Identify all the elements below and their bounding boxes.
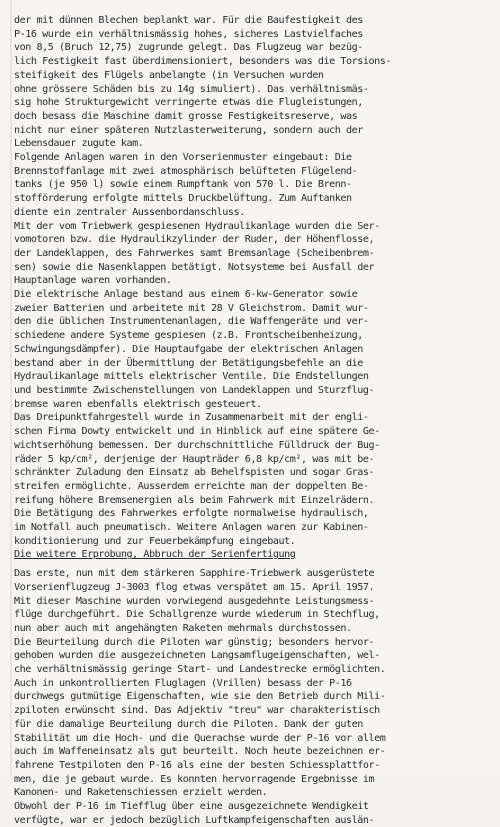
text-line: Hydraulikanlage mittels elektrischer Ventile. Die Endstellungen: [14, 371, 369, 383]
text-line: sen) sowie die Nasenklappen betätigt. Notsysteme bei Ausfall der: [14, 261, 375, 273]
text-line: Vorserienflugzeug J-3003 flog etwas verspätet am 15. April 1957.: [14, 581, 375, 593]
text-line: Die elektrische Anlage bestand aus einem 6-kw-Generator sowie: [14, 289, 358, 301]
text-line: flüge durchgeführt. Die Schallgrenze wurde wiederum in Stechflug,: [14, 609, 380, 621]
text-line: doch besass die Maschine damit grosse Festigkeitsreserve, was: [14, 110, 358, 122]
text-line: nun aber auch mit angehängten Raketen mehrmals durchstossen.: [14, 622, 352, 634]
text-line: Die Betätigung des Fahrwerkes erfolgte normalweise hydraulisch,: [14, 508, 369, 520]
text-line: Lebensdauer zugute kam.: [14, 138, 144, 150]
text-line: verfügte, war er jedoch bezüglich Luftkampfeigenschaften auslän-: [14, 814, 375, 826]
text-line: Das Dreipunktfahrgestell wurde in Zusammenarbeit mit der engli-: [14, 412, 369, 424]
text-line: Das erste, nun mit dem stärkeren Sapphire-Triebwerk ausgerüstete: [14, 568, 375, 580]
text-line: Hauptanlage waren vorhanden.: [14, 275, 172, 287]
text-line: men, die je gebaut wurde. Es konnten hervorragende Ergebnisse im: [14, 773, 375, 785]
text-line: Mit der vom Triebwerk gespiesenen Hydraulikanlage wurden die Ser-: [14, 220, 380, 232]
text-line: gehoben wurden die ausgezeichneten Langsamflugeigenschaften, wel-: [14, 650, 380, 662]
text-line: vomotoren bzw. die Hydraulikzylinder der Ruder, der Höhenflosse,: [14, 234, 375, 246]
text-line: stofförderung erfolgte mittels Druckbelüftung. Zum Auftanken: [14, 193, 352, 205]
text-line: durchwegs gutmütige Eigenschaften, wie sie den Betrieb durch Mili-: [14, 691, 386, 703]
text-line: Auch in unkontrollierten Fluglagen (Vrillen) besass der P-16: [14, 677, 352, 689]
text-line: schen Firma Dowty entwickelt und in Hinblick auf eine spätere Ge-: [14, 426, 380, 438]
text-line: im Notfall auch pneumatisch. Weitere Anlagen waren zur Kabinen-: [14, 522, 369, 534]
text-line: diente ein zentraler Aussenbordanschluss.: [14, 206, 245, 218]
text-line: nicht nur einer späteren Nutzlasterweiterung, sondern auch der: [14, 124, 363, 136]
text-line: schränkter Zuladung den Einsatz ab Behelfspisten und sogar Gras-: [14, 467, 375, 479]
text-line: auch im Waffeneinsatz als gut beurteilt. Noch heute bezeichnen er-: [14, 746, 386, 758]
section-heading: Die weitere Erprobung, Abbruch der Serienfertigung: [14, 549, 296, 561]
text-line: Schwingungsdämpfer). Die Hauptaufgabe der elektrischen Anlagen: [14, 343, 363, 355]
text-line: Brennstoffanlage mit zwei atmosphärisch belüfteten Flügelend-: [14, 165, 358, 177]
text-line: Mit dieser Maschine wurden vorwiegend ausgedehnte Leistungsmess-: [14, 595, 375, 607]
text-line: bestand aber in der Übermittlung der Betätigungsbefehle an die: [14, 357, 363, 369]
text-line: Stabilität um die Hoch- und die Querachse wurde der P-16 vor allem: [14, 732, 386, 744]
text-line: Kanonen- und Raketenschiessen erzielt werden.: [14, 787, 268, 799]
text-line: zpiloten erwünscht sind. Das Adjektiv "treu" war charakteristisch: [14, 705, 380, 717]
text-line: konditionierung und zur Feuerbekämpfung eingebaut.: [14, 535, 296, 547]
text-line: zweier Batterien und arbeitete mit 28 V Gleichstrom. Damit wur-: [14, 302, 369, 314]
text-line: von 8,5 (Bruch 12,75) zugrunde gelegt. Das Flugzeug war bezüg-: [14, 42, 363, 54]
text-line: der Landeklappen, des Fahrwerkes samt Bremsanlage (Scheibenbrem-: [14, 247, 375, 259]
text-line: für die damalige Beurteilung durch die Piloten. Dank der guten: [14, 718, 363, 730]
text-line: steifigkeit des Flügels anbelangte (in Versuchen wurden: [14, 69, 324, 81]
text-line: che verhältnismässig geringe Start- und Landestrecke ermöglichten.: [14, 664, 386, 676]
text-line: streifen ermöglichte. Ausserdem erreichte man der doppelten Be-: [14, 480, 369, 492]
text-line: Obwohl der P-16 im Tiefflug über eine ausgezeichnete Wendigkeit: [14, 801, 369, 813]
text-line: schiedene andere Systeme gespiesen (z.B. Frontscheibenheizung,: [14, 330, 363, 342]
text-line: Folgende Anlagen waren in den Vorserienmuster eingebaut: Die: [14, 152, 352, 164]
text-line: sig hohe Strukturgewicht verringerte etwas die Flugleistungen,: [14, 97, 363, 109]
text-line: der mit dünnen Blechen beplankt war. Für die Baufestigkeit des: [14, 15, 363, 26]
text-line: lich Festigkeit fast überdimensioniert, besonders was die Torsions-: [14, 56, 392, 68]
text-line: den die üblichen Instrumentenanlagen, die Waffengeräte und ver-: [14, 316, 369, 328]
text-line: reifung höhere Bremsenergien als beim Fahrwerk mit Einzelrädern.: [14, 494, 375, 506]
text-line: Die Beurteilung durch die Piloten war günstig; besonders hervor-: [14, 636, 375, 648]
text-line: P-16 wurde ein verhältnismässig hohes, sicheres Lastvielfaches: [14, 28, 363, 40]
paragraph-further-testing: [14, 567, 490, 827]
text-line: räder 5 kp/cm², derjenige der Haupträder 6,8 kp/cm², was mit be-: [14, 453, 375, 465]
text-line: tanks (je 950 l) sowie einem Rumpftank von 570 l. Die Brenn-: [14, 179, 352, 191]
text-line: fahrene Testpiloten den P-16 als eine der besten Schiessplattfor-: [14, 759, 380, 771]
text-line: ohne grössere Schäden bis zu 14g simuliert). Das verhältnismäs-: [14, 83, 369, 95]
paragraph-aircraft-systems: [14, 14, 490, 548]
text-line: wichtserhöhung bemessen. Der durchschnittliche Fülldruck der Bug-: [14, 439, 380, 451]
text-line: und bestimmte Zwischenstellungen von Landeklappen und Sturzflug-: [14, 384, 375, 396]
text-line: bremse waren ebenfalls elektrisch gesteuert.: [14, 398, 262, 410]
